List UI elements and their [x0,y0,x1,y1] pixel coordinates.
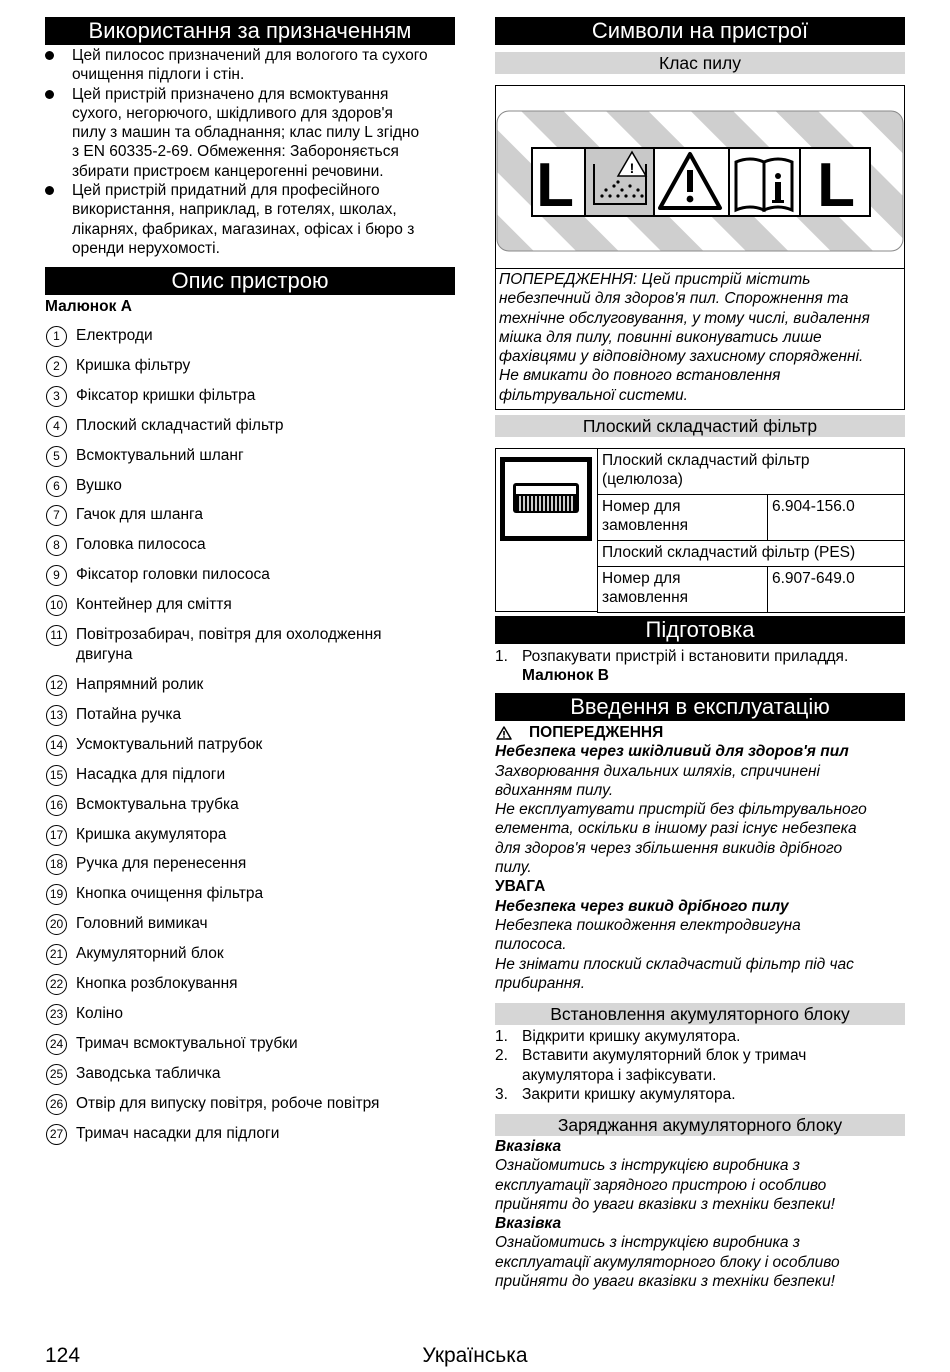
order-number-1: 6.904-156.0 [768,495,905,541]
bullet-line: з EN 60335-2-69. Обмеження: Забороняється [72,143,399,161]
part-label-line: Заводська табличка [76,1064,221,1082]
figure-label: Малюнок А [45,298,132,315]
part-label [76,705,451,725]
part-label-line: Ручка для перенесення [76,855,247,873]
part-label-line: двигуна [76,646,133,663]
dust-warning-text [499,270,901,405]
part-label [76,416,451,436]
part-number: 15 [46,765,67,786]
part-label-line: Потайна ручка [76,705,182,723]
part-label [76,535,451,555]
bullet-line: Цей пристрій призначено для всмоктування [72,85,389,103]
part-number: 13 [46,705,67,726]
note-line: Ознайомитись з інструкцією виробника з [495,1157,801,1175]
part-number: 10 [46,595,67,616]
part-label-line: Акумуляторний блок [76,945,224,963]
order-label-line1: Номер для [602,498,681,515]
warning-box-line: фільтрувальної системи. [499,386,688,404]
bullet-line: очищення підлоги і стін. [72,66,245,84]
part-label-line: Напрямний ролик [76,676,204,693]
part-label-line: Усмоктувальний патрубок [76,735,263,753]
bullet-line: Цей пилосос призначений для вологого та сухого [72,47,428,64]
charging-notes [495,1137,905,1291]
part-number: 11 [46,625,67,646]
step-text-line: Вставити акумуляторний блок у тримач [522,1047,807,1065]
part-label [76,356,451,376]
caution-line: пилососа. [495,936,567,954]
part-number: 5 [46,446,67,467]
bullet-line: Цей пристрій придатний для професійного [72,182,380,200]
prep-step [495,647,905,686]
symbols-heading: Символи на пристрої [495,17,905,45]
note-line: прийняти до уваги вказівки з техніки безпеки! [495,1195,835,1213]
language-label: Українська [422,1344,528,1367]
commission-heading: Введення в експлуатацію [495,693,905,721]
note-label: Вказівка [495,1138,562,1155]
figure-ref: Малюнок B [522,667,609,685]
part-number: 14 [46,735,67,756]
part-number: 18 [46,854,67,875]
part-label-line: Головка пилососа [76,536,206,554]
order-number-2: 6.907-649.0 [768,567,905,613]
part-label [76,1124,451,1144]
part-label [76,1034,451,1054]
part-number: 27 [46,1124,67,1145]
part-label [76,1094,451,1114]
warning-line: вдиханням пилу. [495,781,614,799]
part-number: 1 [46,326,67,347]
warning-line: для здоров'я через збільшення викидів дрібного [495,839,843,857]
part-label [76,595,451,615]
part-label-line: Вушко [76,476,122,494]
part-label-line: Контейнер для сміття [76,596,232,614]
part-label-line: Кнопка розблокування [76,975,238,992]
bullet-line: сухого, негорючого, шкідливого для здоров'я [72,104,393,122]
part-label-line: Коліно [76,1004,123,1022]
part-number: 9 [46,565,67,586]
part-label [76,386,451,406]
usage-heading: Використання за призначенням [45,17,455,45]
part-number: 12 [46,675,67,696]
step-text: Розпакувати пристрій і встановити приладдя. [522,648,849,665]
part-number: 16 [46,795,67,816]
part-number: 26 [46,1094,67,1115]
warning-text [495,762,905,878]
part-number: 25 [46,1064,67,1085]
part-number: 24 [46,1034,67,1055]
manual-info-icon [736,159,792,210]
filter-image-cell [495,448,598,612]
step-number: 1. [495,1028,508,1045]
part-label [76,735,451,755]
usage-bullets [45,46,455,258]
part-label-line: Головний вимикач [76,915,208,933]
part-number: 19 [46,884,67,905]
step-number: 2. [495,1047,508,1065]
dust-class-heading: Клас пилу [495,52,905,74]
part-number: 20 [46,914,67,935]
part-label-line: Повітрозабирач, повітря для охолодження [76,626,382,643]
battery-step [495,1085,905,1104]
note-line: прийняти до уваги вказівки з техніки безпеки! [495,1273,835,1291]
caution-line: Небезпека пошкодження електродвигуна [495,916,801,934]
bullet-line: лікарнях, фабриках, магазинах, офісах і бюро з [72,220,415,238]
note-label: Вказівка [495,1215,562,1233]
warning-box-line: фахівцями у відповідному захисному спорядженні. [499,348,864,366]
note-line: Ознайомитись з інструкцією виробника з [495,1234,801,1252]
order-number-label-2 [598,567,768,613]
battery-install-steps [495,1027,905,1104]
part-number: 17 [46,825,67,846]
warning-line: Не експлуатувати пристрій без фільтрувального [495,801,867,819]
description-heading: Опис пристрою [45,267,455,295]
label-letter-left: L [536,151,574,220]
svg-text:!: ! [629,160,635,176]
order-label-line1: Номер для [602,570,681,587]
step-text-line: акумулятора і зафіксувати. [522,1066,717,1084]
order-number-label-1 [598,495,768,541]
warning-box-line: ПОПЕРЕДЖЕННЯ: Цей пристрій містить [499,271,811,288]
warning-box-line: технічне обслуговування, у тому числі, видалення [499,309,870,327]
filter-table [597,448,905,613]
note-line: експлуатації зарядного пристрою і особливо [495,1176,827,1194]
part-number: 3 [46,386,67,407]
part-label-line: Отвір для випуску повітря, робоче повітря [76,1094,380,1112]
bullet-line: використання, наприклад, в готелях, школах, [72,201,397,219]
warning-line: пилу. [495,859,532,877]
warning-line: Захворювання дихальних шляхів, спричинені [495,762,820,780]
bullet-line: оренди нерухомості. [72,239,220,257]
warning-box-line: мішка для пилу, повинні виконуватись лише [499,328,822,346]
note-line: експлуатації акумуляторного блоку і особливо [495,1253,840,1271]
caution-line: Не знімати плоский складчастий фільтр під час [495,955,854,973]
battery-step [495,1027,905,1046]
filter-cellulose-name-line1: Плоский складчастий фільтр [602,452,810,469]
step-number: 3. [495,1085,508,1103]
part-label [76,505,451,525]
usage-bullet [45,46,455,85]
commission-warning [495,723,905,993]
step-text-line: Відкрити кришку акумулятора. [522,1028,741,1045]
part-label [76,326,451,346]
part-label [76,446,451,466]
part-label [76,854,451,874]
part-label [76,625,451,665]
warning-title: Небезпека через шкідливий для здоров'я пил [495,743,849,761]
dust-class-label-box [495,85,905,269]
bullet-dot [45,186,54,195]
label-letter-right: L [817,151,855,220]
battery-step [495,1046,905,1085]
page-number: 124 [45,1344,81,1367]
part-label-line: Насадка для підлоги [76,765,226,783]
warning-label: ПОПЕРЕДЖЕННЯ [529,724,664,741]
usage-bullet [45,181,455,258]
caution-label: УВАГА [495,878,546,896]
battery-install-heading: Встановлення акумуляторного блоку [495,1003,905,1025]
part-label-line: Всмоктувальний шланг [76,446,244,464]
part-label [76,1064,451,1084]
warning-box-line: небезпечний для здоров'я пил. Спорожнення та [499,290,849,308]
caution-line: прибирання. [495,974,585,992]
part-label [76,765,451,785]
part-number: 6 [46,476,67,497]
part-label [76,974,451,994]
part-number: 8 [46,535,67,556]
part-label-line: Кришка фільтру [76,356,191,374]
bullet-dot [45,90,54,99]
part-label-line: Фіксатор кришки фільтра [76,386,256,404]
part-label [76,476,451,496]
step-text-line: Закрити кришку акумулятора. [522,1085,736,1103]
filter-cellulose-name-line2: (целюлоза) [602,471,683,489]
warning-box-line: Не вмикати до повного встановлення [499,367,781,385]
part-label [76,565,451,585]
dust-class-label-image [496,86,904,268]
warning-line: елемента, оскільки в іншому разі існує небезпека [495,820,857,838]
bullet-dot [45,51,54,60]
warning-label-row [495,723,905,742]
part-number: 23 [46,1004,67,1025]
bullet-line: пилу з машин та обладнання; клас пилу L згідно [72,124,420,142]
filter-heading: Плоский складчастий фільтр [495,415,905,437]
order-label-line2: замовлення [602,589,689,607]
part-label [76,944,451,964]
bullet-line: збирати пристроєм канцерогенні речовини. [72,162,384,180]
filter-pes-name: Плоский складчастий фільтр (PES) [598,541,905,567]
part-number: 4 [46,416,67,437]
part-label [76,884,451,904]
part-number: 2 [46,356,67,377]
part-label [76,1004,451,1024]
part-label-line: Гачок для шланга [76,506,203,524]
prep-steps [495,647,905,686]
caution-title: Небезпека через викид дрібного пилу [495,897,789,915]
part-label-line: Плоский складчастий фільтр [76,416,284,434]
charging-heading: Заряджання акумуляторного блоку [495,1114,905,1136]
part-label-line: Всмоктувальна трубка [76,795,239,813]
filter-icon [496,449,597,611]
order-label-line2: замовлення [602,517,689,535]
part-label-line: Кришка акумулятора [76,825,227,843]
dust-warning-box [495,268,905,410]
step-number: 1. [495,648,508,665]
part-label [76,825,451,845]
caution-text [495,916,905,993]
usage-bullet [45,85,455,181]
part-label-line: Кнопка очищення фільтра [76,885,264,903]
part-label-line: Тримач насадки для підлоги [76,1124,280,1142]
part-label-line: Тримач всмоктувальної трубки [76,1034,298,1052]
part-label-line: Фіксатор головки пилососа [76,566,270,584]
warning-icon [496,726,512,740]
prep-heading: Підготовка [495,616,905,644]
part-number: 21 [46,944,67,965]
filter-cellulose-name [598,449,905,495]
part-label [76,675,451,695]
part-number: 22 [46,974,67,995]
part-label [76,914,451,934]
part-label [76,795,451,815]
part-number: 7 [46,505,67,526]
part-label-line: Електроди [76,327,153,344]
